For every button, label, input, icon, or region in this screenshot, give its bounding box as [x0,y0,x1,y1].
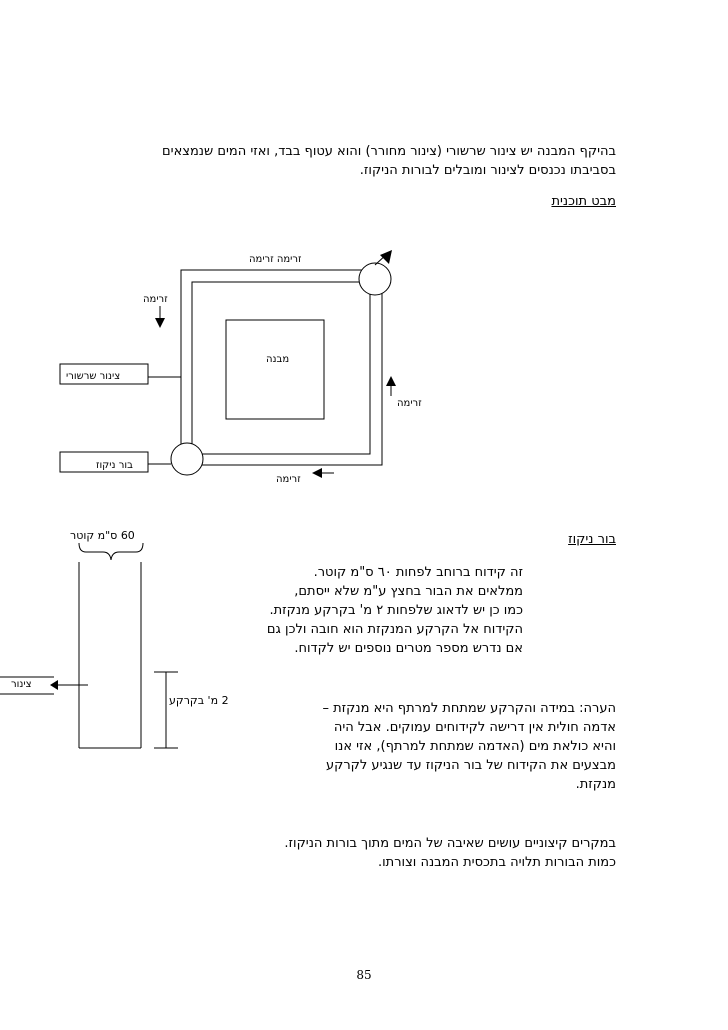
flow-label-bottom: זרימה [276,474,301,485]
closing-line-1: במקרים קיצוניים עושים שאיבה של המים מתוך בורות הניקוז. [284,836,616,851]
manhole-top-right [359,263,391,295]
page-number: 85 [356,968,372,982]
plan-heading: מבט תוכנית [551,194,616,209]
note-line-5: מנקזת. [575,777,616,792]
building-rect [226,320,324,419]
manhole-bottom-left [171,443,203,475]
note-line-4: מבצעים את הקידוח של בור הניקוז עד שנגיע לקרקע [325,758,616,773]
pit-para-line-4: הקידוח אל הקרקע המנקזת הוא חובה ולכן גם [266,622,523,637]
pit-heading: בור ניקוז [568,532,616,547]
flow-label-left: זרימה [143,294,168,305]
note-line-2: אדמה חולית אין דרישה לקידוחים עמוקים. אבל היה [333,720,616,735]
pit-side-label: צינור [11,679,32,690]
pit-para-line-5: אם נדרש מספר מטרים נוספים יש לקדוח. [294,641,523,656]
pit-para-line-3: כמו כן יש לדאוג שלפחות ٢ מ' בקרקע מנקזת. [269,603,523,618]
pipe-inner-line [192,282,370,454]
intro-line-2: בסביבתו נכנסים לצינור ומובלים לבורות הניקוז. [359,163,616,178]
building-label: מבנה [266,354,290,365]
flow-label-right: זרימה [397,398,422,409]
pit-depth-label: 2 מ' בקרקע [169,694,229,707]
note-line-1: הערה: במידה והקרקע שמתחת למרתף היא מנקזת – [322,701,616,716]
closing-line-2: כמות הבורות תלויה בתכסית המבנה וצורתו. [377,855,616,870]
pit-width-label: 60 ס"מ קוטר [70,529,135,542]
pipe-outer-line [181,270,382,465]
pit-para-line-2: ממלאים את הבור בחצץ ע"מ שלא ייסתם, [294,584,523,599]
pit-label: בור ניקוז [96,460,133,471]
flow-label-top: זרימה זרימה [249,254,302,265]
width-brace [79,543,143,560]
intro-line-1: בהיקף המבנה יש צינור שרשורי (צינור מחורר) והוא עטוף בבד, ואזי המים שנמצאים [162,144,616,159]
pipe-label: צינור שרשורי [66,371,121,382]
pit-para-line-1: זה קידוח ברוחב לפחות ٦٠ ס"מ קוטר. [313,565,523,580]
note-line-3: והיא כולאת מים (האדמה שמתחת למרתף), אזי אנו [334,739,616,754]
